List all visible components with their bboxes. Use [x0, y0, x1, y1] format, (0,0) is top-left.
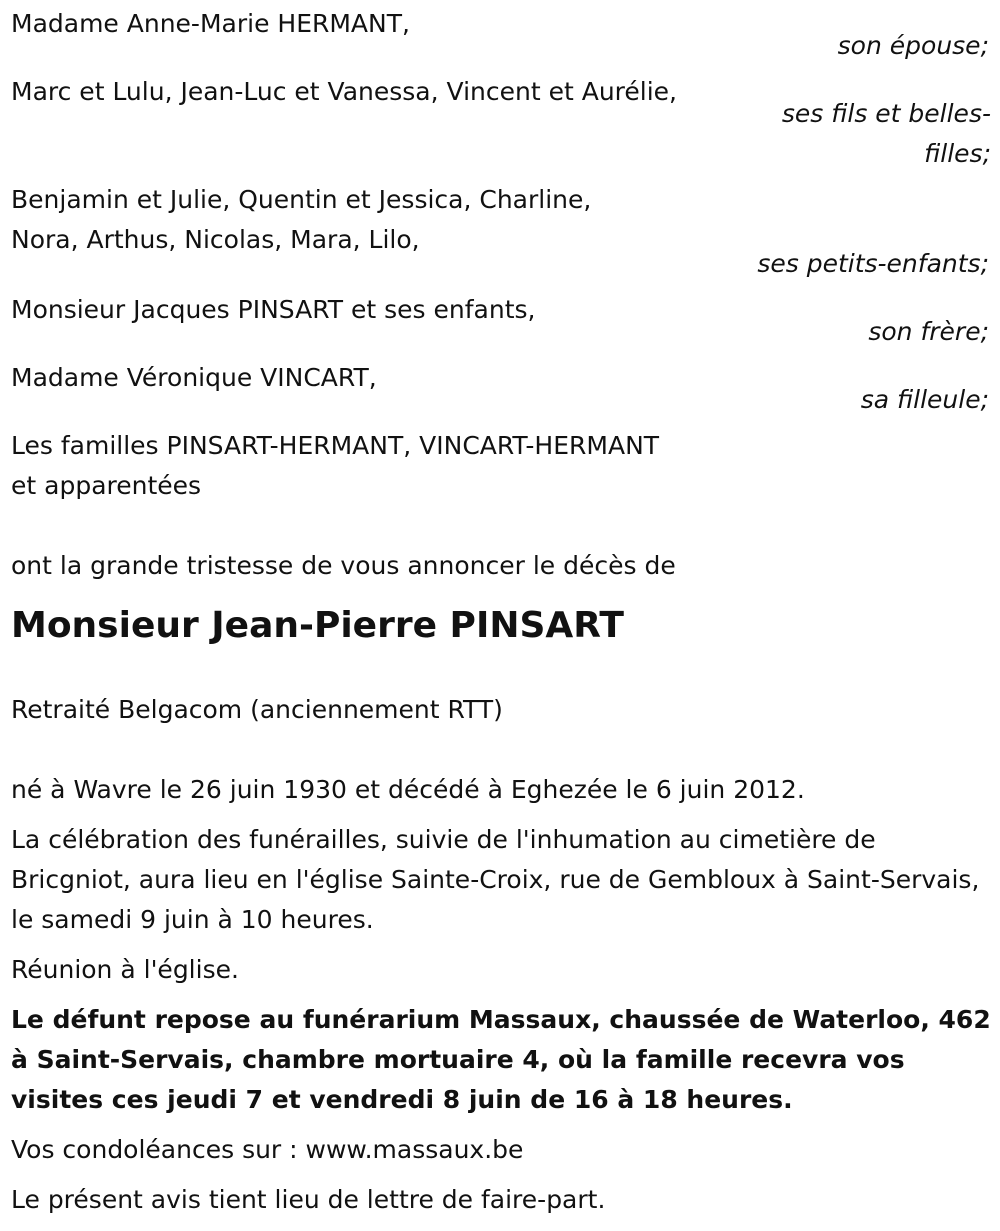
- family-entry: [11, 290, 991, 352]
- family-names: Marc et Lulu, Jean-Luc et Vanessa, Vincent et Aurélie,: [11, 77, 677, 106]
- family-names: Les familles PINSART-HERMANT, VINCART-HERMANT: [11, 431, 660, 460]
- family-names: Nora, Arthus, Nicolas, Mara, Lilo,: [11, 225, 420, 254]
- family-names: et apparentées: [11, 471, 202, 500]
- family-entry: [11, 358, 991, 420]
- notice-text: Le présent avis tient lieu de lettre de faire-part.: [11, 1185, 606, 1214]
- family-relation: ses fils et belles-filles;: [781, 99, 991, 168]
- announcement-text: ont la grande tristesse de vous annoncer le décès de: [11, 551, 676, 580]
- occupation-text: Retraité Belgacom (anciennement RTT): [11, 695, 503, 724]
- ceremony-text: La célébration des funérailles, suivie de l'inhumation au cimetière de Bricgniot, aura lieu en l'église Sainte-Croix, rue de Gembloux à Saint-Servais, le samedi 9 juin à 10 heures.: [11, 825, 980, 934]
- family-names: Madame Véronique VINCART,: [11, 363, 377, 392]
- deceased-name: Monsieur Jean-Pierre PINSART: [11, 605, 624, 646]
- family-entry: [11, 72, 991, 174]
- family-relation: son frère;: [868, 317, 989, 346]
- condolences-text: Vos condoléances sur : www.massaux.be: [11, 1135, 524, 1164]
- family-relation: sa filleule;: [860, 385, 989, 414]
- birth-death-text: né à Wavre le 26 juin 1930 et décédé à Eghezée le 6 juin 2012.: [11, 775, 805, 804]
- funeral-home-text: Le défunt repose au funérarium Massaux, chaussée de Waterloo, 462 à Saint-Servais, chambre mortuaire 4, où la famille recevra vos visites ces jeudi 7 et vendredi 8 juin de 16 à 18 heures.: [11, 1005, 991, 1114]
- family-relation: son épouse;: [837, 31, 989, 60]
- obituary-notice: [11, 4, 991, 1230]
- family-entry: [11, 426, 991, 506]
- family-entry: [11, 180, 991, 284]
- family-entry: [11, 4, 991, 66]
- reunion-text: Réunion à l'église.: [11, 955, 239, 984]
- family-names: Madame Anne-Marie HERMANT,: [11, 9, 410, 38]
- family-relation: ses petits-enfants;: [757, 249, 989, 278]
- family-names: Monsieur Jacques PINSART et ses enfants,: [11, 295, 536, 324]
- family-names: Benjamin et Julie, Quentin et Jessica, Charline,: [11, 185, 592, 214]
